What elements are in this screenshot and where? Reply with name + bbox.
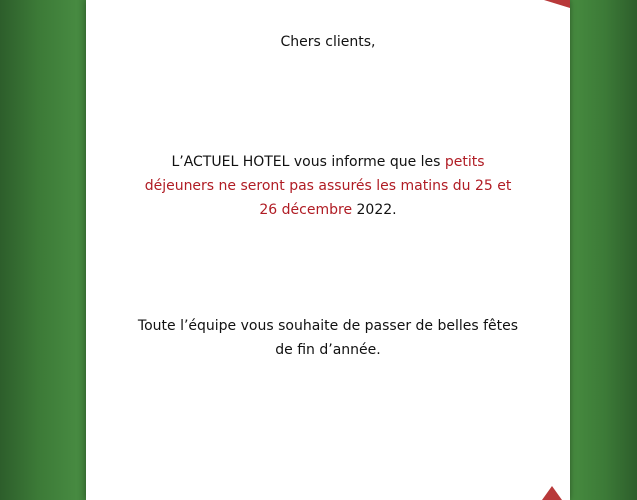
- letter-page: [86, 0, 570, 500]
- notice-highlight: petits déjeuners ne seront pas assurés les matins du 25 et 26 décembre: [144, 154, 512, 218]
- wishes-paragraph: Toute l’équipe vous souhaite de passer de belles fêtes de fin d’année.: [137, 318, 519, 358]
- greeting-text: Chers clients,: [280, 34, 376, 50]
- notice-text-end: 2022.: [352, 202, 397, 218]
- notice-text-start: L’ACTUEL HOTEL vous informe que les: [171, 154, 445, 170]
- notice-paragraph: [136, 150, 520, 222]
- page-corner-decoration-bottom: [542, 486, 562, 500]
- page-corner-decoration-top: [544, 0, 570, 8]
